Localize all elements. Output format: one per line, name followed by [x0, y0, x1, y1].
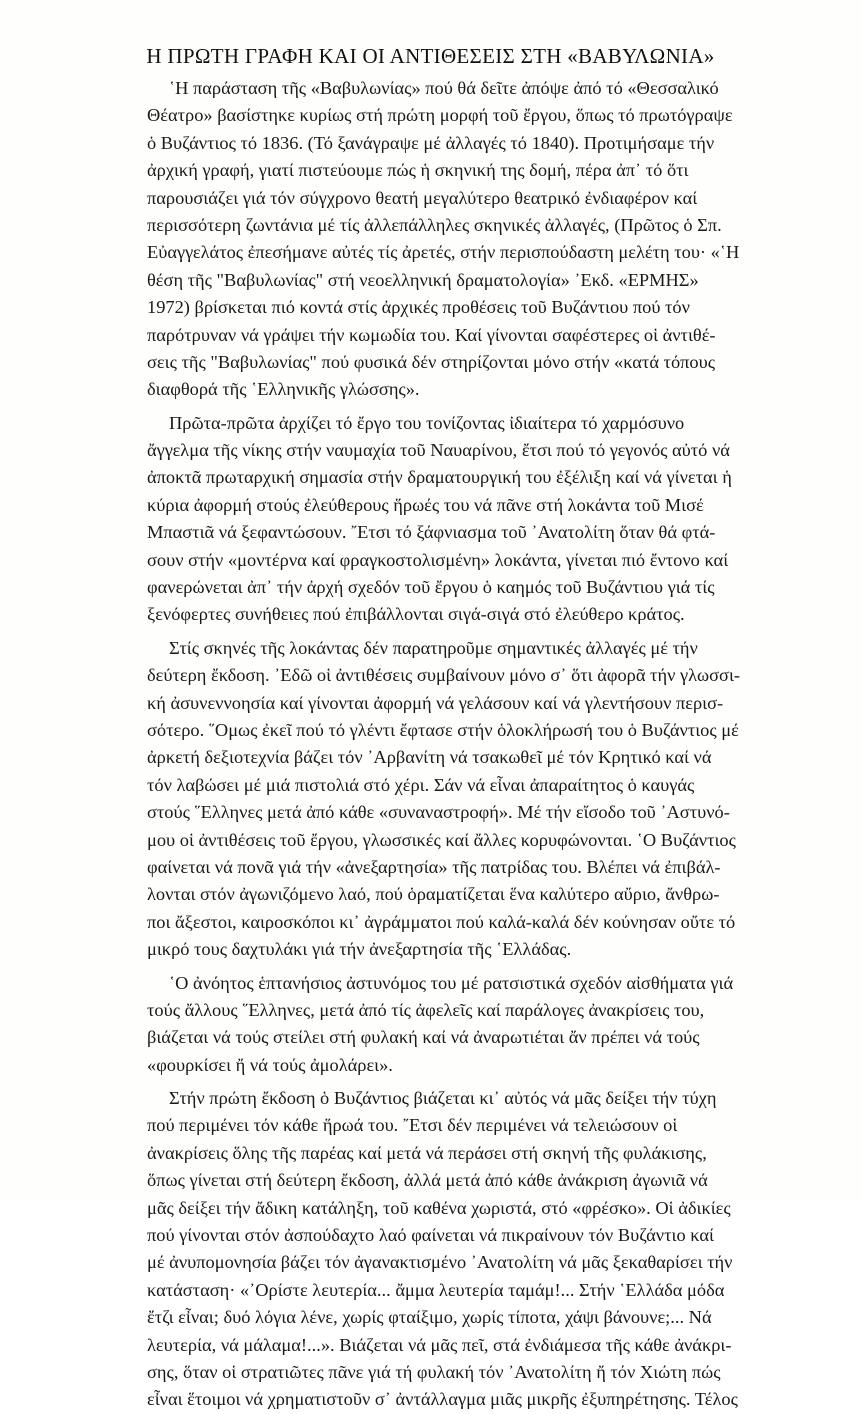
text-line: κύρια ἀφορμή στούς ἐλεύθερους ἥρωές του νά πᾶνε στή λοκάντα τοῦ Μισέ	[147, 494, 704, 515]
text-line: λευτερία, νά μάλαμα!...». Βιάζεται νά μᾶς πεῖ, στά ἐνδιάμεσα τῆς κάθε ἀνάκρι-	[147, 1334, 732, 1355]
text-line: Στίς σκηνές τῆς λοκάντας δέν παρατηροῦμε σημαντικές ἀλλαγές μέ τήν	[169, 637, 698, 658]
text-line: ἄγγελμα τῆς νίκης στήν ναυμαχία τοῦ Ναυαρίνου, ἔτσι πού τό γεγονός αὐτό νά	[147, 440, 730, 461]
text-line: διαφθορά τῆς ῾Ελληνικῆς γλώσσης».	[147, 379, 420, 400]
text-line: σουν στήν «μοντέρνα καί φραγκοστολισμένη» λοκάντα, γίνεται πιό ἔντονο καί	[147, 549, 729, 570]
text-line: πού περιμένει τόν κάθε ἥρωά του. ῎Ετσι δέν περιμένει νά τελειώσουν οἱ	[147, 1115, 678, 1136]
text-line: θέση τῆς "Βαβυλωνίας" στή νεοελληνική δραματολογία» ᾽Εκδ. «ΕΡΜΗΣ»	[147, 269, 699, 290]
text-line: ἀνακρίσεις ὅλης τῆς παρέας καί μετά νά περάσει στή σκηνή τῆς φυλάκισης,	[147, 1142, 707, 1163]
text-line: ἀρκετή δεξιοτεχνία βάζει τόν ᾽Αρβανίτη νά τσακωθεῖ μέ τόν Κρητικό καί νά	[147, 747, 712, 768]
text-line: παρότρυναν νά γράψει τήν κωμωδία του. Καί γίνονται σαφέστερες οἱ ἀντιθέ-	[147, 324, 716, 345]
paragraph-4	[147, 970, 835, 1080]
text-line: στούς ῞Ελληνες μετά ἀπό κάθε «συναναστροφή». Μέ τήν εἴσοδο τοῦ ᾽Αστυνό-	[147, 802, 730, 823]
paragraph-1	[147, 75, 835, 404]
text-line: 1972) βρίσκεται πιό κοντά στίς ἀρχικές προθέσεις τοῦ Βυζάντιου πού τόν	[147, 297, 690, 318]
text-line: Εὐαγγελάτος ἐπεσήμανε αὐτές τίς ἀρετές, στήν περισπούδαστη μελέτη του· «῾Η	[147, 242, 740, 263]
text-line: εἶναι ἕτοιμοι νά χρηματιστοῦν σ᾽ ἀντάλλαγμα μιᾶς μικρῆς ἐξυπηρέτησης. Τέλος	[147, 1389, 738, 1410]
text-line: ἀποκτᾶ πρωταρχική σημασία στήν δραματουργική του ἐξέλιξη καί νά γίνεται ἡ	[147, 467, 732, 488]
text-line: σης, ὅταν οἱ στρατιῶτες πᾶνε γιά τή φυλακή τόν ᾽Ανατολίτη ἤ τόν Χιώτη πώς	[147, 1361, 721, 1382]
text-line: «φουρκίσει ἤ νά τούς ἀμολάρει».	[147, 1054, 393, 1075]
text-line: ῾Η παράσταση τῆς «Βαβυλωνίας» πού θά δεῖτε ἀπόψε ἀπό τό «Θεσσαλικό	[169, 78, 719, 98]
text-line: παρουσιάζει γιά τόν σύγχρονο θεατή μεγαλύτερο θεατρικό ἐνδιαφέρον καί	[147, 187, 698, 208]
text-line: φανερώνεται ἀπ᾽ τήν ἀρχή σχεδόν τοῦ ἔργου ὁ καημός τοῦ Βυζάντιου γιά τίς	[147, 577, 715, 598]
text-line: Μπαστιᾶ νά ξεφαντώσουν. ῎Ετσι τό ξάφνιασμα τοῦ ᾽Ανατολίτη ὅταν θά φτά-	[147, 522, 716, 543]
text-line: ποι ἄξεστοι, καιροσκόποι κι᾽ ἀγράμματοι πού καλά-καλά δέν κούνησαν οὔτε τό	[147, 911, 736, 932]
text-line: ῾Ο ἀνόητος ἑπτανήσιος ἀστυνόμος του μέ ρατσιστικά σχεδόν αἰσθήματα γιά	[169, 972, 734, 993]
text-line: τούς ἄλλους ῞Ελληνες, μετά ἀπό τίς ἀφελεῖς καί παράλογες ἀνακρίσεις του,	[147, 999, 705, 1020]
text-line: ὅπως γίνεται στή δεύτερη ἔκδοση, ἀλλά μετά ἀπό κάθε ἀνάκριση ἀγωνιᾶ νά	[147, 1170, 708, 1191]
paragraph-3	[147, 635, 835, 964]
text-line: ὁ Βυζάντιος τό 1836. (Τό ξανάγραψε μέ ἀλλαγές τό 1840). Προτιμήσαμε τήν	[147, 132, 715, 153]
text-line: μικρό τους δαχτυλάκι γιά τήν ἀνεξαρτησία τῆς ῾Ελλάδας.	[147, 939, 572, 960]
text-line: Στήν πρώτη ἔκδοση ὁ Βυζάντιος βιάζεται κι᾽ αὐτός νά μᾶς δείξει τήν τύχη	[169, 1088, 717, 1109]
text-line: φαίνεται νά πονᾶ γιά τήν «ἀνεξαρτησία» τῆς πατρίδας του. Βλέπει νά ἐπιβάλ-	[147, 856, 721, 877]
text-line: κατάσταση· «᾽Ορίστε λευτερία... ἄμμα λευτερία ταμάμ!... Στήν ῾Ελλάδα μόδα	[147, 1279, 725, 1300]
text-line: σεις τῆς "Βαβυλωνίας" πού φυσικά δέν στηρίζονται μόνο στήν «κατά τόπους	[147, 351, 716, 372]
text-line: δεύτερη ἔκδοση. ᾽Εδῶ οἱ ἀντιθέσεις συμβαίνουν μόνο σ᾽ ὅτι ἀφορᾶ τήν γλωσσι-	[147, 665, 741, 686]
text-line: λονται στόν ἀγωνιζόμενο λαό, πού ὁραματίζεται ἕνα καλύτερο αὔριο, ἄνθρω-	[147, 884, 720, 905]
paragraph-2	[147, 410, 835, 629]
body-text	[147, 75, 835, 1414]
paragraph-5	[147, 1085, 835, 1414]
text-line: σότερο. ῞Ομως ἐκεῖ πού τό γλέντι ἔφτασε στήν ὁλοκλήρωσή του ὁ Βυζάντιος μέ	[147, 719, 739, 740]
text-line: κή ἀσυνεννοησία καί γίνονται ἀφορμή νά γελάσουν καί νά γλεντήσουν περισ-	[147, 692, 724, 713]
text-line: μᾶς δείξει τήν ἄδικη κατάληξη, τοῦ καθένα χωριστά, στό «φρέσκο». Οἱ ἀδικίες	[147, 1197, 731, 1218]
text-line: ξενόφερτες συνήθειες πού ἐπιβάλλονται σιγά-σιγά στό ἐλεύθερο κράτος.	[147, 604, 685, 625]
text-line: Θέατρο» βασίστηκε κυρίως στή πρώτη μορφή τοῦ ἔργου, ὅπως τό πρωτόγραψε	[147, 105, 733, 126]
text-line: ἔτζι εἶναι; δυό λόγια λένε, χωρίς φταίξιμο, χωρίς τίποτα, χάψι βάνουνε;... Νά	[147, 1307, 712, 1328]
text-line: περισσότερη ζωντάνια μέ τίς ἀλλεπάλληλες σκηνικές ἀλλαγές, (Πρῶτος ὁ Σπ.	[147, 214, 722, 235]
text-line: πού γίνονται στόν ἀσπούδαχτο λαό φαίνεται νά πικραίνουν τόν Βυζάντιο καί	[147, 1225, 714, 1246]
text-line: Πρῶτα-πρῶτα ἀρχίζει τό ἔργο του τονίζοντας ἰδιαίτερα τό χαρμόσυνο	[169, 412, 685, 433]
page-heading: Η ΠΡΩΤΗ ΓΡΑΦΗ ΚΑΙ ΟΙ ΑΝΤΙΘΕΣΕΙΣ ΣΤΗ «ΒΑΒΥΛΩΝΙΑ»	[146, 44, 715, 68]
text-line: μου οἱ ἀντιθέσεις τοῦ ἔργου, γλωσσικές καί ἄλλες κορυφώνονται. ῾Ο Βυζάντιος	[147, 829, 736, 850]
text-line: μέ ἀνυπομονησία βάζει τόν ἀγανακτισμένο ᾽Ανατολίτη νά μᾶς ξεκαθαρίσει τήν	[147, 1252, 733, 1273]
text-line: βιάζεται νά τούς στείλει στή φυλακή καί νά ἀναρωτιέται ἄν πρέπει νά τούς	[147, 1027, 700, 1048]
text-line: τόν λαβώσει μέ μιά πιστολιά στό χέρι. Σάν νά εἶναι ἀπαραίτητος ὁ καυγάς	[147, 774, 695, 795]
text-line: ἀρχική γραφή, γιατί πιστεύουμε πώς ἡ σκηνική της δομή, πέρα ἀπ᾽ τό ὅτι	[147, 160, 689, 181]
